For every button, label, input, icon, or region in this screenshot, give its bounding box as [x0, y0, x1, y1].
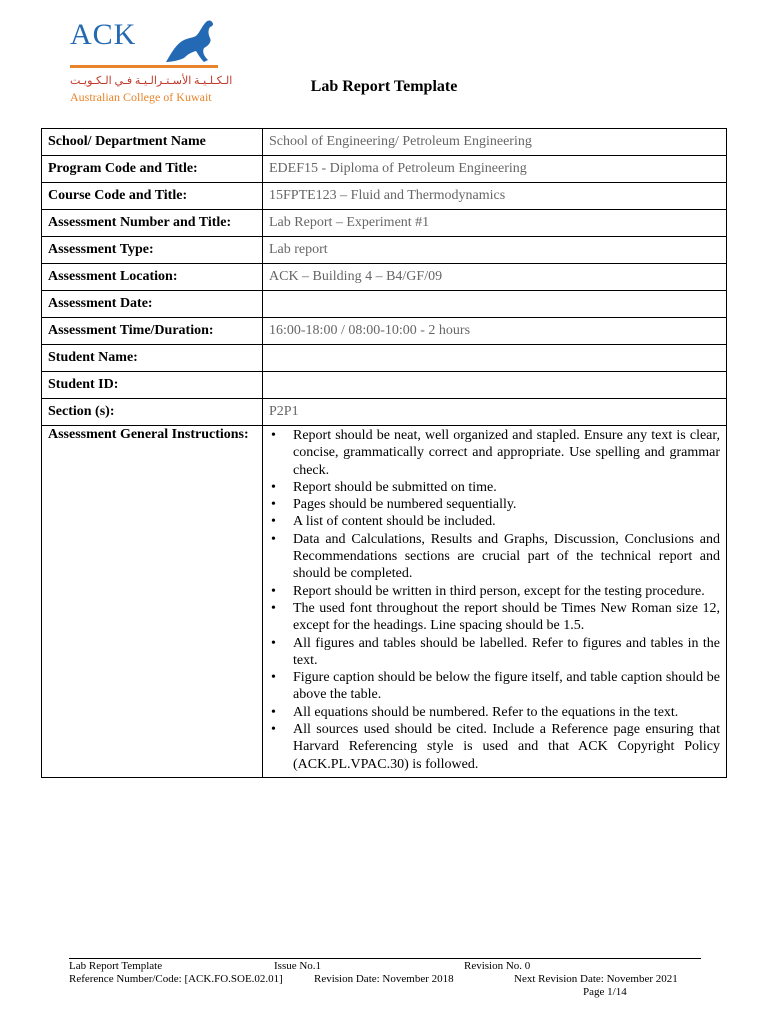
- instruction-item: • All figures and tables should be labelled. Refer to figures and tables in the text.: [293, 635, 720, 670]
- info-row: [42, 345, 727, 372]
- logo-english-name: Australian College of Kuwait: [70, 90, 212, 104]
- info-row-label: Assessment Number and Title:: [42, 210, 263, 237]
- instruction-item: • Report should be written in third person, except for the testing procedure.: [293, 583, 720, 600]
- instruction-item: • A list of content should be included.: [293, 513, 720, 530]
- info-row: [42, 264, 727, 291]
- info-row-label: Assessment Type:: [42, 237, 263, 264]
- footer-divider: [69, 958, 701, 959]
- info-row-value: Lab Report – Experiment #1: [263, 210, 727, 237]
- instruction-item: • All equations should be numbered. Refer to the equations in the text.: [293, 704, 720, 721]
- instruction-item: • Pages should be numbered sequentially.: [293, 496, 720, 513]
- instructions-list: [269, 427, 720, 773]
- info-row: [42, 183, 727, 210]
- info-row: [42, 318, 727, 345]
- footer-revision-date: Revision Date: November 2018: [314, 973, 454, 985]
- instruction-item: • Data and Calculations, Results and Graphs, Discussion, Conclusions and Recommendations sections are crucial part of the technical report and should be completed.: [293, 531, 720, 583]
- footer-issue: Issue No.1: [274, 960, 322, 972]
- info-row-value: 16:00-18:00 / 08:00-10:00 - 2 hours: [263, 318, 727, 345]
- info-row: [42, 399, 727, 426]
- info-row: [42, 210, 727, 237]
- info-row-value: ACK – Building 4 – B4/GF/09: [263, 264, 727, 291]
- instruction-item: • The used font throughout the report should be Times New Roman size 12, except for the headings. Line spacing should be 1.5.: [293, 600, 720, 635]
- footer-next-revision: Next Revision Date: November 2021: [514, 973, 678, 985]
- info-row: [42, 129, 727, 156]
- info-row-label: Student ID:: [42, 372, 263, 399]
- kangaroo-icon: [162, 18, 220, 64]
- info-row: [42, 291, 727, 318]
- info-row-value[interactable]: [263, 291, 727, 318]
- logo-arabic-name: الـكـلـيـة الأسـتـرالـيـة فـي الـكـويـت: [70, 75, 233, 87]
- info-row: [42, 372, 727, 399]
- info-row-value: EDEF15 - Diploma of Petroleum Engineering: [263, 156, 727, 183]
- instruction-item: • All sources used should be cited. Include a Reference page ensuring that Harvard Referencing style is used and that ACK Copyright Policy (ACK.PL.VPAC.30) is followed.: [293, 721, 720, 773]
- info-row-label: Course Code and Title:: [42, 183, 263, 210]
- info-row-label: Program Code and Title:: [42, 156, 263, 183]
- info-row-label: Assessment Date:: [42, 291, 263, 318]
- footer-reference: Reference Number/Code: [ACK.FO.SOE.02.01]: [69, 973, 283, 985]
- info-row-label: Assessment Location:: [42, 264, 263, 291]
- info-row-label: Section (s):: [42, 399, 263, 426]
- logo-abbr: ACK: [70, 18, 137, 51]
- instruction-item: • Figure caption should be below the figure itself, and table caption should be above the table.: [293, 669, 720, 704]
- info-row-value: School of Engineering/ Petroleum Engineering: [263, 129, 727, 156]
- info-row-value: Lab report: [263, 237, 727, 264]
- page-title: Lab Report Template: [310, 78, 458, 95]
- info-row-value: P2P1: [263, 399, 727, 426]
- info-row-label: School/ Department Name: [42, 129, 263, 156]
- instructions-row: [42, 426, 727, 778]
- assessment-info-body: [42, 129, 727, 778]
- instructions-cell: [263, 426, 727, 778]
- footer-page-number: Page 1/14: [583, 986, 627, 998]
- info-row-label: Assessment Time/Duration:: [42, 318, 263, 345]
- info-row-value[interactable]: [263, 345, 727, 372]
- info-row: [42, 237, 727, 264]
- info-row: [42, 156, 727, 183]
- logo-divider: [70, 65, 218, 68]
- footer-doc-name: Lab Report Template: [69, 960, 163, 972]
- info-row-label: Student Name:: [42, 345, 263, 372]
- info-row-value: 15FPTE123 – Fluid and Thermodynamics: [263, 183, 727, 210]
- assessment-info-table: [41, 128, 727, 778]
- instruction-item: • Report should be neat, well organized and stapled. Ensure any text is clear, concise, grammatically correct and appropriate. Use spelling and grammar check.: [293, 427, 720, 479]
- instructions-label: Assessment General Instructions:: [42, 426, 263, 778]
- footer-revision: Revision No. 0: [464, 960, 531, 972]
- instruction-item: • Report should be submitted on time.: [293, 479, 720, 496]
- info-row-value[interactable]: [263, 372, 727, 399]
